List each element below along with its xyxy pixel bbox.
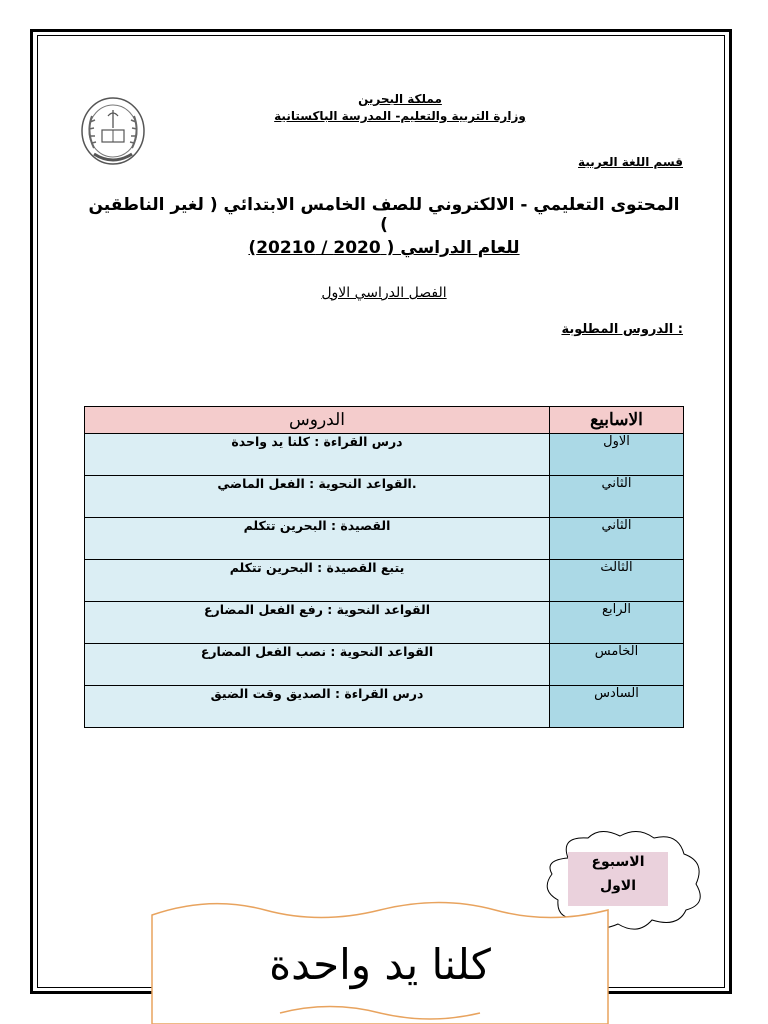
ministry-title: وزارة التربية والتعليم- المدرسة الباكستانية: [274, 109, 526, 123]
lesson-cell: القصيدة : البحرين تتكلم: [85, 518, 550, 560]
required-lessons-label: : الدروس المطلوبة: [561, 322, 683, 337]
lesson-cell: .القواعد النحوية : الفعل الماضي: [85, 476, 550, 518]
lesson-cell: درس القراءة : الصديق وقت الضيق: [85, 686, 550, 728]
week-cell: الاول: [550, 434, 684, 476]
table-row: [85, 434, 684, 476]
semester-title: الفصل الدراسي الاول: [321, 285, 447, 301]
table-row: [85, 560, 684, 602]
table-row: [85, 602, 684, 644]
weeks-column-header: الاسابيع: [550, 407, 684, 434]
table-row: [85, 518, 684, 560]
week-cell: الثاني: [550, 476, 684, 518]
week-cell: الثالث: [550, 560, 684, 602]
table-row: [85, 686, 684, 728]
lesson-title-banner: كلنا يد واحدة: [269, 940, 491, 989]
content-title: المحتوى التعليمي - الالكتروني للصف الخامس الابتدائي ( لغير الناطقين ): [88, 195, 680, 235]
department-label: قسم اللغة العربية: [578, 155, 683, 169]
cloud-week-number: الاول: [599, 878, 637, 894]
table-header-row: [85, 407, 684, 434]
ministry-emblem-icon: [80, 96, 146, 166]
lesson-cell: القواعد النحوية : نصب الفعل المضارع: [85, 644, 550, 686]
week-cell: الرابع: [550, 602, 684, 644]
lesson-cell: درس القراءة : كلنا يد واحدة: [85, 434, 550, 476]
lesson-cell: القواعد النحوية : رفع الفعل المضارع: [85, 602, 550, 644]
lesson-cell: يتبع القصيدة : البحرين تتكلم: [85, 560, 550, 602]
week-cell: الخامس: [550, 644, 684, 686]
week-cell: الثاني: [550, 518, 684, 560]
cloud-week-label: الاسبوع: [591, 854, 645, 870]
table-row: [85, 644, 684, 686]
table-row: [85, 476, 684, 518]
week-cell: السادس: [550, 686, 684, 728]
lessons-table: [84, 406, 684, 728]
lessons-column-header: الدروس: [85, 407, 550, 434]
kingdom-title: مملكة البحرين: [358, 92, 442, 106]
academic-year-title: للعام الدراسي ( 2020 / 20210): [248, 238, 520, 258]
